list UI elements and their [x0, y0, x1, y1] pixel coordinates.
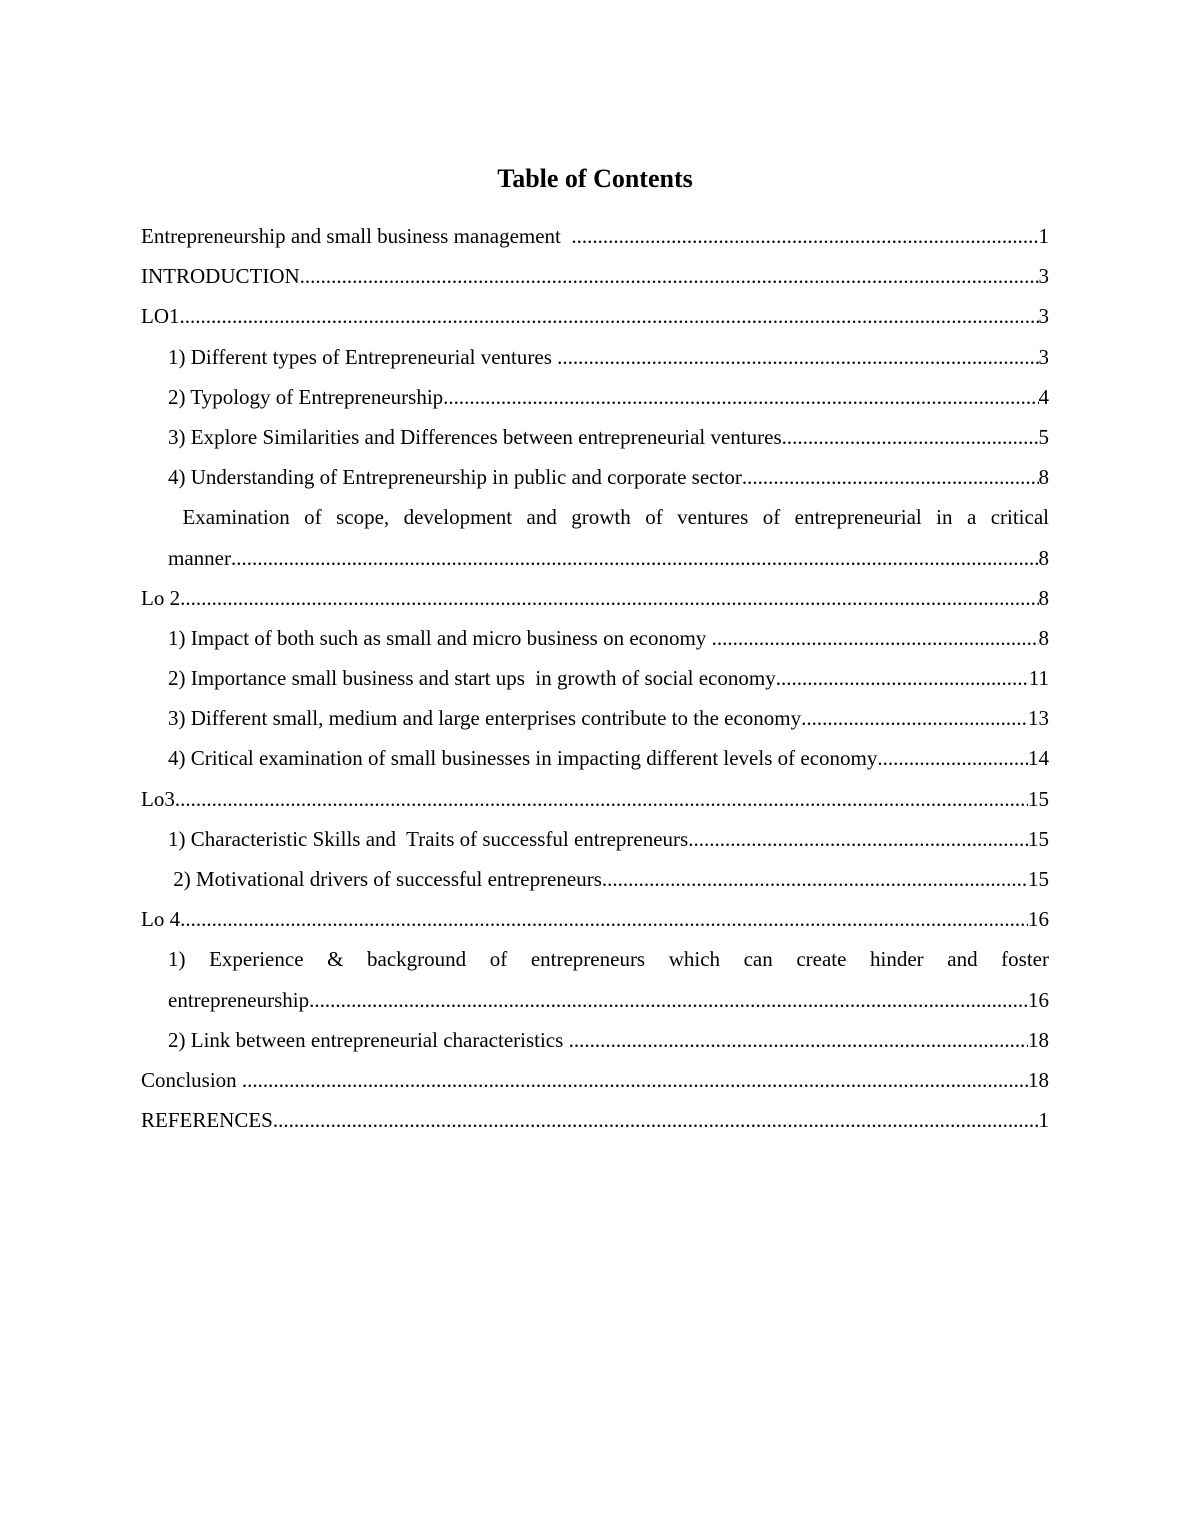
toc-entry-text: entrepreneurship	[168, 987, 310, 1012]
toc-page-number: 3	[1038, 344, 1049, 369]
toc-entry-text: Lo 2	[141, 585, 181, 610]
toc-entry-text: 2) Importance small business and start ups in growth of social economy	[168, 666, 776, 691]
toc-entry-text: Conclusion	[141, 1067, 242, 1092]
toc-entry[interactable]	[141, 1100, 1049, 1140]
toc-page-number: 8	[1038, 545, 1049, 570]
toc-entry-text: 2) Link between entrepreneurial characteristics	[168, 1027, 569, 1052]
toc-list	[141, 216, 1049, 1140]
toc-page-number: 3	[1038, 264, 1049, 289]
toc-leader	[557, 337, 1038, 377]
toc-entry-line2	[168, 980, 1049, 1020]
toc-entry-text: 3) Different small, medium and large enterprises contribute to the economy	[168, 706, 802, 731]
toc-page-number: 14	[1028, 746, 1049, 771]
toc-entry[interactable]	[141, 779, 1049, 819]
toc-entry[interactable]	[141, 377, 1049, 417]
toc-leader	[571, 216, 1038, 256]
toc-entry-text: REFERENCES	[141, 1108, 273, 1133]
toc-entry-text: Lo 4	[141, 907, 181, 932]
toc-leader	[877, 738, 1028, 778]
toc-entry-text: 1) Different types of Entrepreneurial ventures	[168, 344, 558, 369]
toc-entry-text: 2) Typology of Entrepreneurship	[168, 384, 444, 409]
toc-page-number: 13	[1028, 706, 1049, 731]
toc-entry-text: 4) Critical examination of small businesses in impacting different levels of economy	[168, 746, 878, 771]
toc-page-number: 8	[1038, 465, 1049, 490]
toc-leader	[242, 1060, 1028, 1100]
toc-page-number: 5	[1038, 424, 1049, 449]
toc-leader	[569, 1020, 1028, 1060]
toc-entry[interactable]	[141, 457, 1049, 497]
toc-entry[interactable]	[141, 698, 1049, 738]
toc-entry-text: Entrepreneurship and small business management	[141, 224, 572, 248]
toc-leader	[801, 698, 1028, 738]
toc-page-number: 15	[1028, 786, 1049, 811]
toc-entry-text: manner	[168, 545, 231, 570]
toc-leader	[309, 980, 1028, 1020]
toc-entry-text: Lo3	[141, 786, 175, 811]
toc-entry[interactable]	[141, 296, 1049, 336]
toc-leader	[300, 256, 1039, 296]
toc-leader	[782, 417, 1039, 457]
toc-entry-text: INTRODUCTION	[141, 264, 300, 289]
toc-page-number: 15	[1028, 867, 1049, 891]
toc-entry[interactable]	[141, 337, 1049, 377]
toc-page-number: 1	[1038, 224, 1049, 248]
toc-leader	[712, 618, 1039, 658]
toc-entry-text-line1: 1) Experience & background of entrepreneurs which can create hinder and foster	[168, 947, 1049, 972]
toc-entry[interactable]	[141, 939, 1049, 1019]
toc-leader	[180, 899, 1028, 939]
toc-entry[interactable]	[141, 256, 1049, 296]
toc-entry[interactable]	[141, 1020, 1049, 1060]
toc-page-number: 18	[1028, 1067, 1049, 1092]
toc-page-number: 8	[1038, 585, 1049, 610]
toc-entry[interactable]	[141, 618, 1049, 658]
toc-entry-text-line1: Examination of scope, development and growth of ventures of entrepreneurial in a critical	[168, 505, 1049, 530]
toc-leader	[742, 457, 1039, 497]
toc-entry-text: LO1	[141, 304, 180, 329]
toc-entry[interactable]	[141, 1060, 1049, 1100]
toc-entry[interactable]	[141, 899, 1049, 939]
toc-entry[interactable]	[141, 658, 1049, 698]
toc-page-number: 3	[1038, 304, 1049, 329]
toc-leader	[776, 658, 1029, 698]
toc-entry[interactable]	[141, 497, 1049, 577]
toc-entry[interactable]	[141, 819, 1049, 859]
toc-entry[interactable]	[141, 216, 1049, 256]
toc-page-number: 16	[1028, 907, 1049, 932]
toc-leader	[443, 377, 1038, 417]
toc-page-number: 16	[1028, 987, 1049, 1012]
toc-entry-text: 2) Motivational drivers of successful entrepreneurs	[168, 867, 602, 891]
toc-page-number: 1	[1038, 1108, 1049, 1133]
toc-leader	[688, 819, 1028, 859]
toc-leader	[180, 296, 1039, 336]
toc-leader	[231, 538, 1039, 578]
toc-page-number: 18	[1028, 1027, 1049, 1052]
toc-leader	[273, 1100, 1039, 1140]
toc-title: Table of Contents	[497, 164, 693, 193]
toc-entry[interactable]	[141, 859, 1049, 899]
toc-leader	[602, 859, 1028, 899]
toc-page-number: 8	[1038, 625, 1049, 650]
toc-entry-text: 3) Explore Similarities and Differences between entrepreneurial ventures	[168, 424, 782, 449]
toc-entry-text: 1) Impact of both such as small and micro business on economy	[168, 625, 712, 650]
toc-entry[interactable]	[141, 578, 1049, 618]
toc-entry-line2	[168, 538, 1049, 578]
toc-page-number: 15	[1028, 826, 1049, 851]
toc-entry[interactable]	[141, 738, 1049, 778]
toc-entry[interactable]	[141, 417, 1049, 457]
toc-entry-text: 1) Characteristic Skills and Traits of successful entrepreneurs	[168, 826, 689, 851]
toc-page-number: 4	[1038, 384, 1049, 409]
toc-entry-text: 4) Understanding of Entrepreneurship in public and corporate sector	[168, 465, 742, 490]
toc-leader	[175, 779, 1028, 819]
toc-leader	[180, 578, 1038, 618]
toc-page-number: 11	[1028, 666, 1049, 691]
